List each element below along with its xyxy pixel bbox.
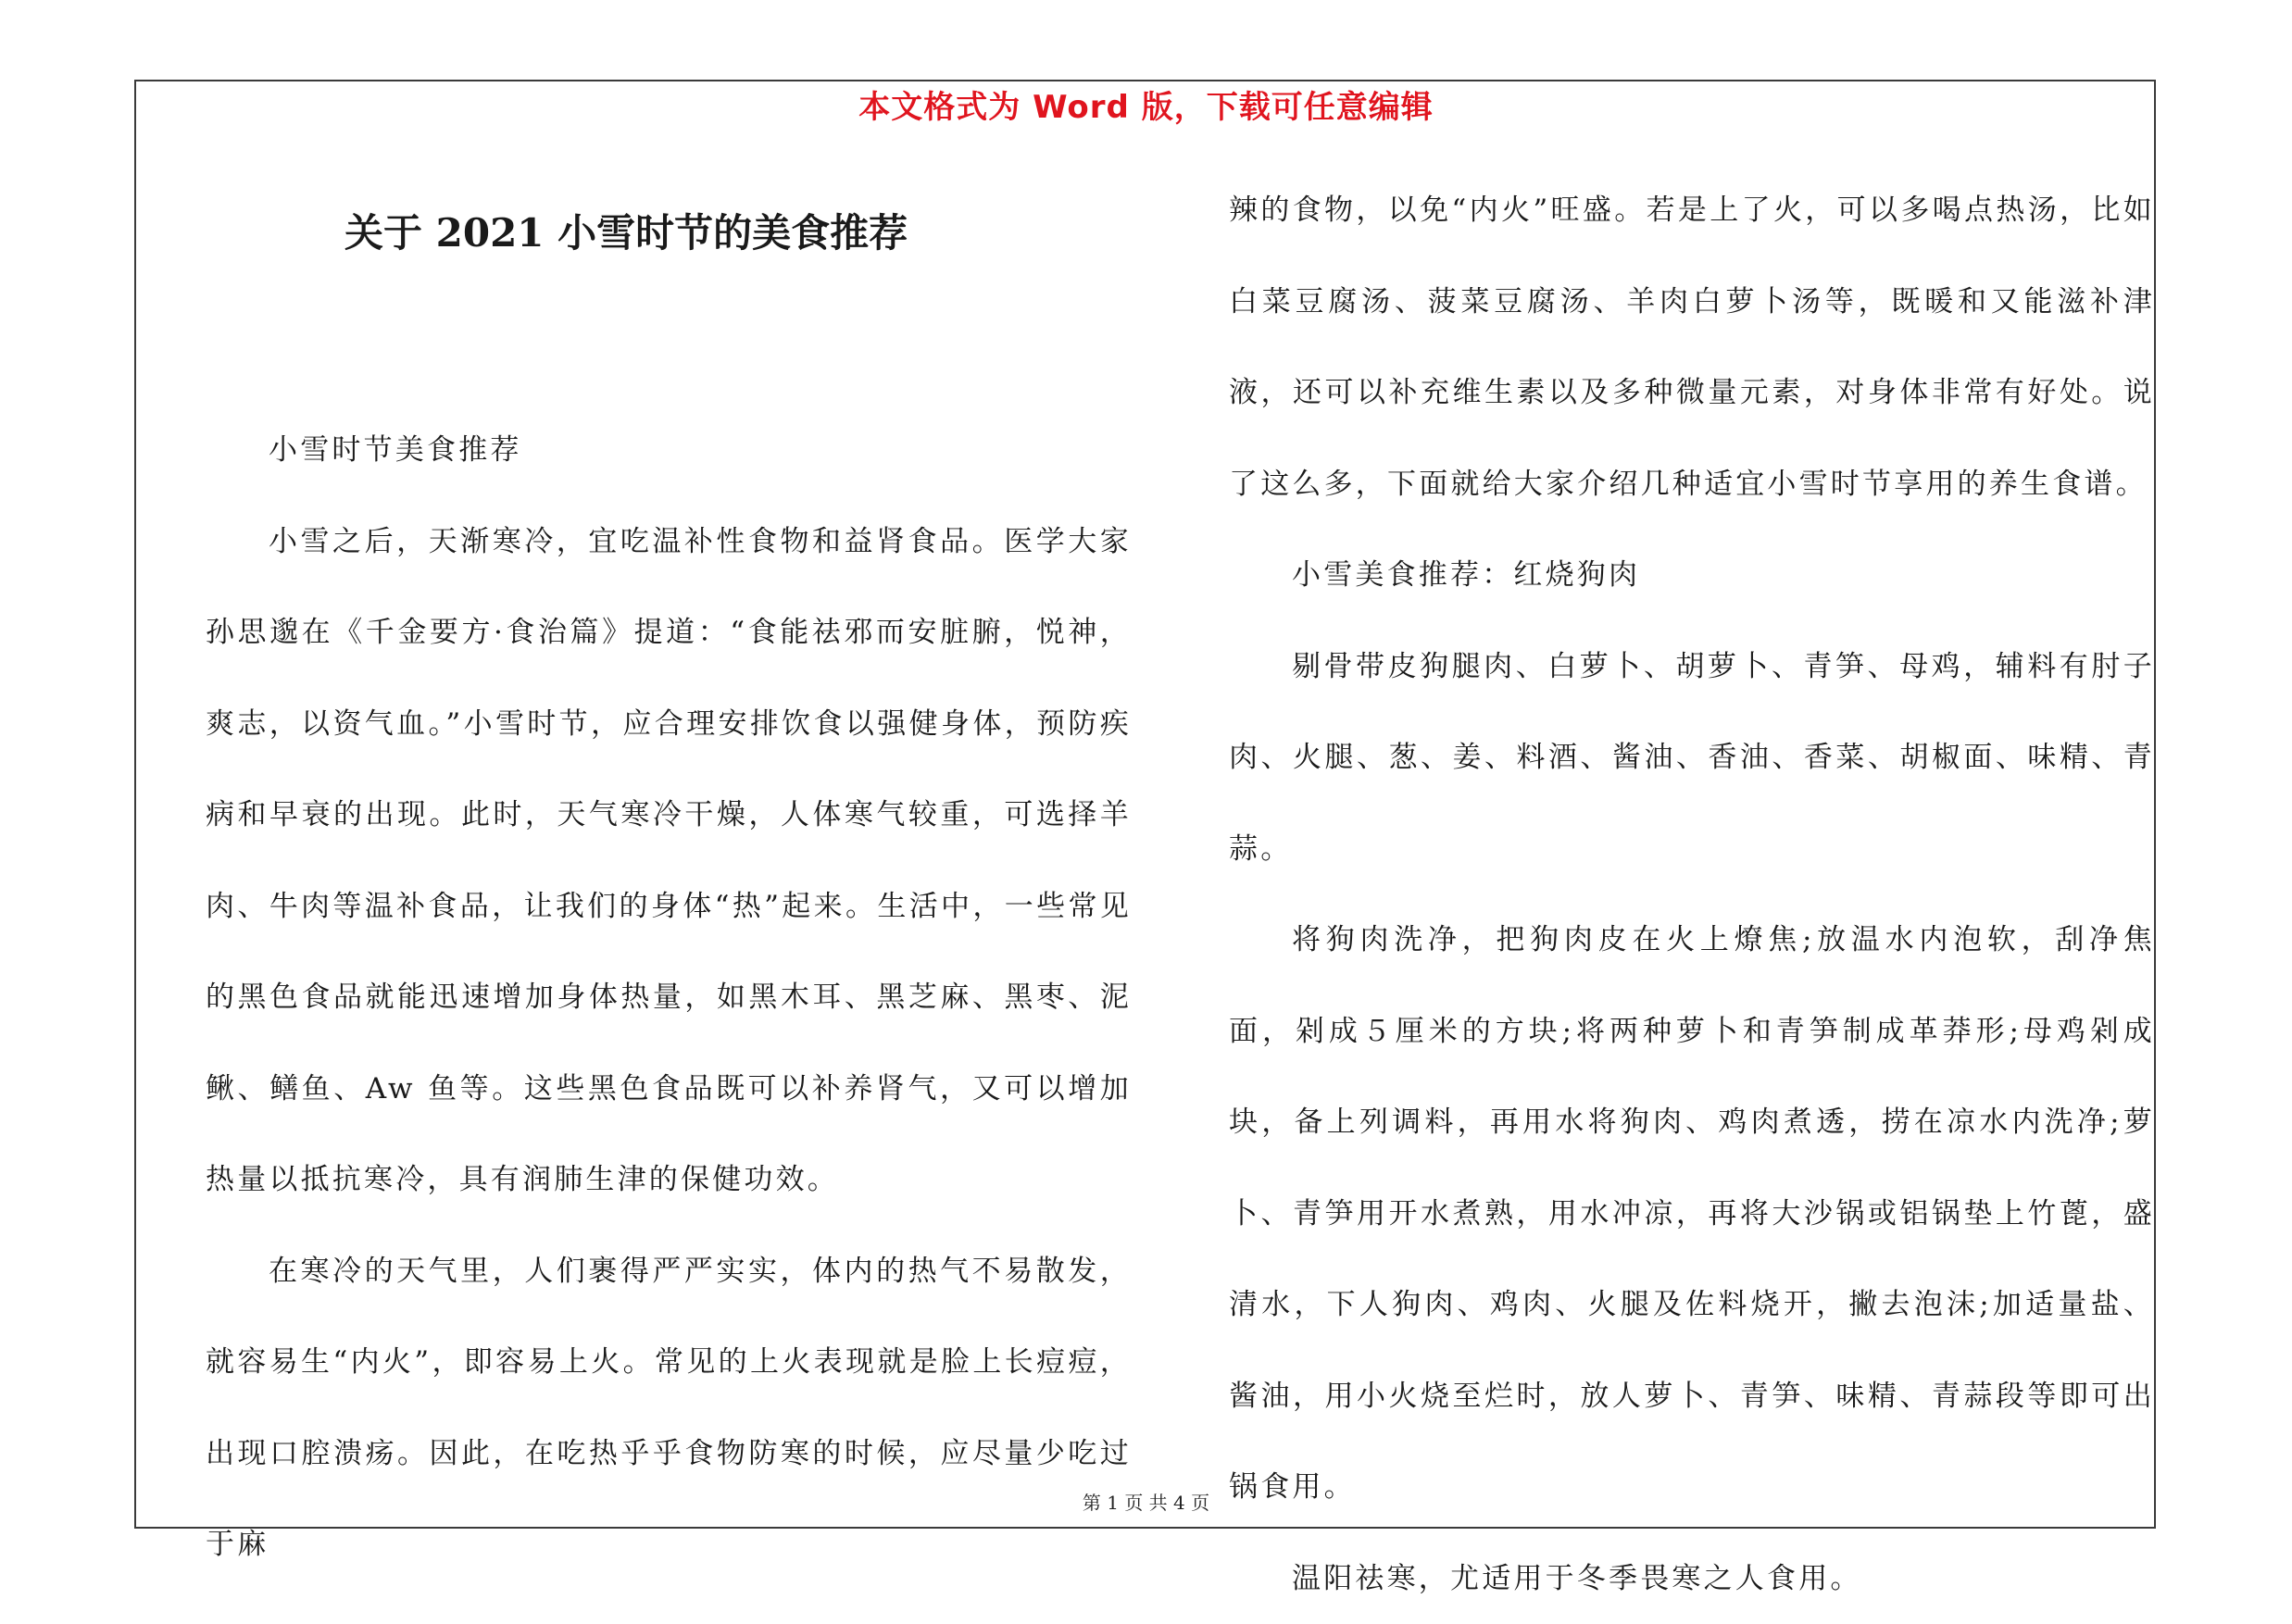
format-banner: 本文格式为 Word 版，下载可任意编辑 [0,85,2292,130]
paragraph: 小雪之后，天渐寒冷，宜吃温补性食物和益肾食品。医学大家孙思邈在《千金要方·食治篇》提道：“食能祛邪而安脏腑，悦神，爽志，以资气血。”小雪时节，应合理安排饮食以强健身体，预防疾病和早衰的出现。此时，天气寒冷干燥，人体寒气较重，可选择羊肉、牛肉等温补食品，让我们的身体“热”起来。生活中，一些常见的黑色食品就能迅速增加身体热量，如黑木耳、黑芝麻、黑枣、泥鳅、鳝鱼、Aw 鱼等。这些黑色食品既可以补养肾气，又可以增加热量以抵抗寒冷，具有润肺生津的保健功效。 [206,496,1132,1226]
paragraph-heading: 小雪时节美食推荐 [206,405,1132,496]
paragraph-continued: 辣的食物，以免“内火”旺盛。若是上了火，可以多喝点热汤，比如白菜豆腐汤、菠菜豆腐汤、羊肉白萝卜汤等，既暖和又能滋补津液，还可以补充维生素以及多种微量元素，对身体非常有好处。说了这么多，下面就给大家介绍几种适宜小雪时节享用的养生食谱。 [1229,165,2155,530]
paragraph: 剔骨带皮狗腿肉、白萝卜、胡萝卜、青笋、母鸡，辅料有肘子肉、火腿、葱、姜、料酒、酱油、香油、香菜、胡椒面、味精、青蒜。 [1229,621,2155,895]
document-title: 关于 2021 小雪时节的美食推荐 [344,206,908,261]
paragraph: 在寒冷的天气里，人们裹得严严实实，体内的热气不易散发，就容易生“内火”，即容易上火。常见的上火表现就是脸上长痘痘，出现口腔溃疡。因此，在吃热乎乎食物防寒的时候，应尽量少吃过于麻 [206,1226,1132,1591]
paragraph: 温阳祛寒，尤适用于冬季畏寒之人食用。 [1229,1533,2155,1624]
paragraph-heading: 小雪美食推荐：红烧狗肉 [1229,530,2155,621]
page-number-footer: 第 1 页 共 4 页 [0,1490,2292,1516]
paragraph: 将狗肉洗净，把狗肉皮在火上燎焦;放温水内泡软，刮净焦面，剁成５厘米的方块;将两种萝卜和青笋制成革莽形;母鸡剁成块，备上列调料，再用水将狗肉、鸡肉煮透，捞在凉水内洗净;萝卜、青笋用开水煮熟，用水冲凉，再将大沙锅或铝锅垫上竹蓖，盛清水，下人狗肉、鸡肉、火腿及佐料烧开，撇去泡沫;加适量盐、酱油，用小火烧至烂时，放人萝卜、青笋、味精、青蒜段等即可出锅食用。 [1229,894,2155,1533]
